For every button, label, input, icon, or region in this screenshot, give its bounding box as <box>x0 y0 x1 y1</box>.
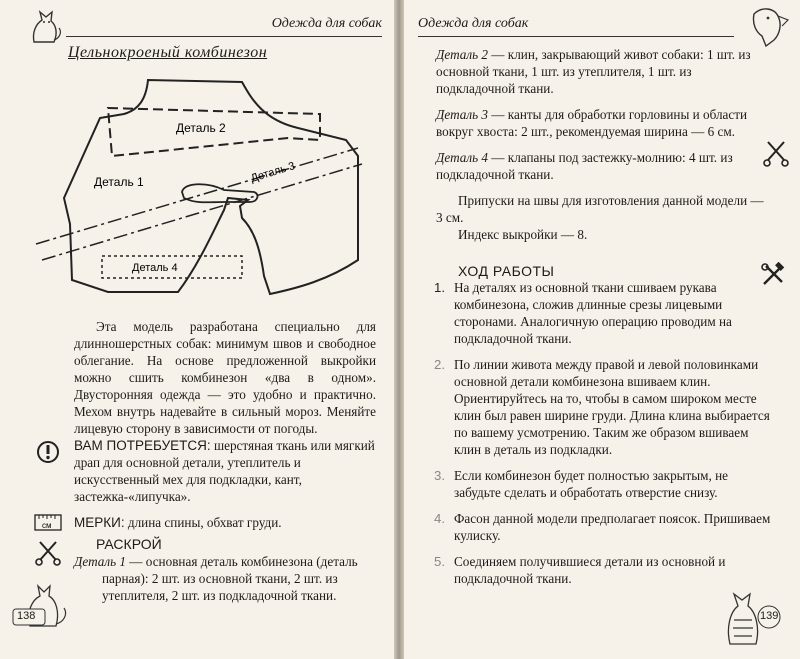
work-step: 4. Фасон данной модели предполагает поясок. Пришиваем кулиску. <box>434 511 771 543</box>
materials-section <box>74 437 376 505</box>
exclamation-icon <box>36 440 60 464</box>
ruler-cm-icon <box>34 512 62 532</box>
left-page <box>0 0 394 659</box>
cutting-heading: РАСКРОЙ <box>96 536 162 552</box>
intro-paragraph: Эта модель разработана специально для длинношерстных собак: минимум швов и свободное облегание. На основе предложенной выкройки можно сшить комбинезон «два в одном». Двусторонняя одежда — это удобно и практично. Мехом внутрь надевайте в сильный мороз. Меняйте лицевую сторону в зависимости от погоды. <box>74 319 376 436</box>
work-step: 2. По линии живота между правой и левой половинками основной детали комбинезона вшиваем клин. Ориентируйтесь на то, чтобы в самом широком месте клин был равен ширине груди. Длина клина выбирается по вашему усмотрению. Таким же образом вшиваем клин в деталь из подкладки. <box>434 357 770 457</box>
scissors-icon-right <box>762 138 790 168</box>
detail3-description: Деталь 3 — канты для обработки горловины и области вокруг хвоста: 2 шт., рекомендуемая ширина — 6 см. <box>436 107 748 139</box>
detail1-desc-label: Деталь 1 <box>74 554 126 569</box>
detail1-description <box>74 553 376 604</box>
book-gutter <box>394 0 404 659</box>
materials-heading: ВАМ ПОТРЕБУЕТСЯ: <box>74 438 211 453</box>
running-header-right: Одежда для собак <box>418 14 734 37</box>
work-step: 5. Соединяем получившиеся детали из основной и подкладочной ткани. <box>434 554 726 586</box>
measurements-text: длина спины, обхват груди. <box>127 515 282 530</box>
detail2-description: Деталь 2 — клин, закрывающий живот собаки: 1 шт. из основной ткани, 1 шт. из утеплителя, 1 шт. из подкладочной ткани. <box>436 47 751 96</box>
detail4-label: Деталь 4 <box>132 262 178 274</box>
detail4-description: Деталь 4 — клапаны под застежку-молнию: 4 шт. из подкладочной ткани. <box>436 150 733 182</box>
detail1-desc-text: — основная деталь комбинезона (деталь парная): 2 шт. из основной ткани, 2 шт. из утеплителя, 2 шт. из подкладочной ткани. <box>102 554 358 603</box>
page-number-left: 138 <box>17 610 36 622</box>
materials-text: шерстяная ткань или мягкий драп для основной детали, утеплитель и искусственный мех для подкладки, кант, застежка-«липучка». <box>74 438 375 504</box>
cat-sketch-icon <box>26 6 66 46</box>
pattern-diagram <box>28 70 374 310</box>
scissors-icon <box>34 538 62 566</box>
detail3-band <box>36 148 358 244</box>
detail3-label: Деталь 3 <box>249 160 297 185</box>
work-heading: ХОД РАБОТЫ <box>458 263 555 279</box>
svg-text:см: см <box>42 521 52 530</box>
detail1-label: Деталь 1 <box>94 175 144 189</box>
work-steps <box>434 279 774 596</box>
measurements-heading: МЕРКИ: <box>74 515 125 530</box>
running-header: Одежда для собак <box>66 14 382 37</box>
page-number-right: 139 <box>760 610 779 622</box>
dog-sketch-icon <box>744 4 792 50</box>
detail2-label: Деталь 2 <box>176 121 226 135</box>
page-title: Цельнокроеный комбинезон <box>68 44 268 61</box>
pattern-index-text: Индекс выкройки — 8. <box>458 227 588 242</box>
work-step: 3. Если комбинезон будет полностью закрытым, не забудьте сделать и обработать отверстие снизу. <box>434 468 728 500</box>
work-step: 1. На деталях из основной ткани сшиваем рукава комбинезона, сложив длинные срезы лицевыми сторонами. Аналогичную операцию проводим на подкладочной ткани. <box>434 280 732 346</box>
right-page <box>404 0 800 659</box>
details-list <box>436 46 772 243</box>
seam-allowance-text: Припуски на швы для изготовления данной модели — 3 см. <box>436 193 764 225</box>
measurements-section <box>74 514 376 531</box>
